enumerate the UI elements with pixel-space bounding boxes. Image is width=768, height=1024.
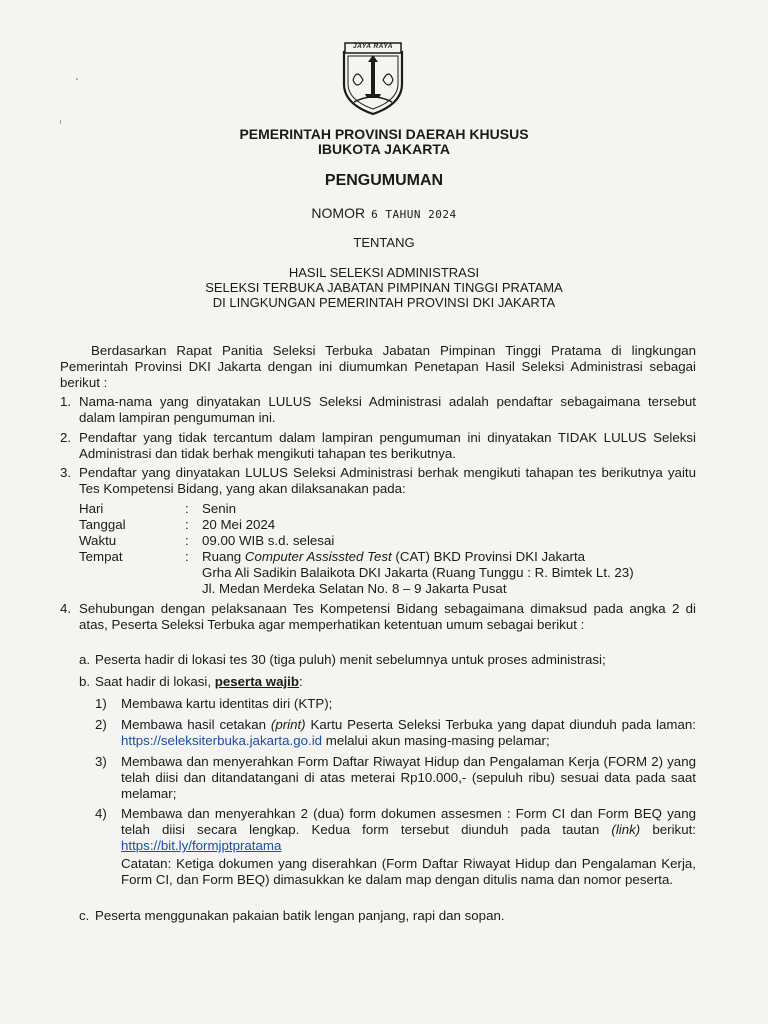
point-4 — [60, 601, 696, 633]
sub-text-italic: (print) — [270, 717, 306, 732]
seleksi-terbuka-link[interactable]: https://seleksiterbuka.jakarta.go.id — [121, 733, 323, 748]
point-number: 4. — [60, 601, 72, 616]
intro-paragraph: Berdasarkan Rapat Panitia Seleksi Terbuka Jabatan Pimpinan Tinggi Pratama di lingkungan Pemerintah Provinsi DKI Jakarta dengan ini diumumkan Penetapan Hasil Seleksi Administrasi sebagai berikut : — [60, 343, 696, 390]
item-b — [79, 674, 696, 690]
sub-item-4 — [95, 806, 696, 854]
tempat-text: (CAT) BKD Provinsi DKI Jakarta — [391, 549, 586, 564]
point-number: 3. — [60, 465, 72, 480]
schedule-label: Waktu — [79, 533, 117, 548]
sub-number: 3) — [95, 754, 107, 769]
item-text — [95, 674, 696, 690]
sub-text-pre: Membawa hasil cetakan — [121, 717, 271, 732]
item-letter: b. — [79, 674, 91, 689]
document-number — [0, 205, 768, 221]
item-text-post: : — [299, 674, 303, 689]
schedule-colon: : — [185, 501, 189, 516]
document-subject — [0, 265, 768, 310]
sub-text-pre: Membawa dan menyerahkan 2 (dua) form dokumen assesmen : Form CI dan Form BEQ yang telah diisi secara lengkap. Kedua form tersebut diunduh pada tautan — [121, 806, 696, 837]
nomor-label: NOMOR — [311, 205, 366, 221]
sub-item-2 — [95, 717, 696, 749]
subject-line: SELEKSI TERBUKA JABATAN PIMPINAN TINGGI PRATAMA — [205, 280, 563, 295]
document-title: PENGUMUMAN — [324, 172, 444, 189]
item-text: Peserta hadir di lokasi tes 30 (tiga puluh) menit sebelumnya untuk proses administrasi; — [95, 652, 606, 667]
item-text-pre: Saat hadir di lokasi, — [95, 674, 215, 689]
sub-text: Membawa dan menyerahkan Form Daftar Riwayat Hidup dan Pengalaman Kerja (FORM 2) yang telah diisi dan ditandatangani di atas meterai Rp10.000,- (sepuluh ribu) sesuai data pada saat melamar; — [121, 754, 696, 801]
point-2 — [60, 430, 696, 462]
point-number: 2. — [60, 430, 72, 445]
government-name-line2: IBUKOTA JAKARTA — [318, 141, 450, 157]
catatan-note: Catatan: Ketiga dokumen yang diserahkan (Form Daftar Riwayat Hidup dan Pengalaman Kerja, Form CI, dan Form BEQ) dimasukkan ke dalam map dengan ditulis nama dan nomor peserta. — [121, 856, 696, 887]
sub-text-italic: (link) — [611, 822, 641, 837]
schedule-value: Grha Ali Sadikin Balaikota DKI Jakarta (Ruang Tunggu : R. Bimtek Lt. 23) — [202, 565, 634, 580]
sub-text-post: melalui akun masing-masing pelamar; — [322, 733, 550, 748]
tempat-italic: Computer Assissted Test — [244, 549, 392, 564]
item-letter: c. — [79, 908, 90, 923]
tempat-text: Ruang — [202, 549, 245, 564]
item-letter: a. — [79, 652, 91, 667]
dki-jakarta-emblem-icon — [339, 40, 407, 116]
sub-number: 2) — [95, 717, 107, 732]
point-3 — [60, 465, 696, 497]
point-text: Pendaftar yang tidak tercantum dalam lampiran pengumuman ini dinyatakan TIDAK LULUS Seleksi Administrasi dan tidak berhak mengikuti tahapan tes berikutnya. — [79, 430, 696, 461]
schedule-value: 20 Mei 2024 — [202, 517, 276, 532]
scan-speck — [60, 120, 61, 124]
schedule-value — [202, 549, 585, 565]
tentang-label: TENTANG — [353, 235, 415, 250]
sub-text — [121, 806, 696, 854]
sub-text-mid: berikut: — [640, 822, 696, 837]
scan-speck — [76, 78, 78, 80]
schedule-label: Tempat — [79, 549, 123, 564]
sub-item-3 — [95, 754, 696, 802]
item-c — [79, 908, 696, 924]
subject-line: HASIL SELEKSI ADMINISTRASI — [288, 265, 480, 280]
sub-text — [121, 717, 696, 749]
item-a — [79, 652, 696, 668]
emblem-motto: JAYA RAYA — [353, 43, 393, 50]
sub-number: 4) — [95, 806, 107, 821]
point-1 — [60, 394, 696, 426]
schedule-value: Senin — [202, 501, 237, 516]
point-text: Sehubungan dengan pelaksanaan Tes Kompetensi Bidang sebagaimana dimaksud pada angka 2 di atas, Peserta Seleksi Terbuka agar memperhatikan ketentuan umum sebagai berikut : — [79, 601, 696, 632]
sub-number: 1) — [95, 696, 107, 711]
schedule-colon: : — [185, 517, 189, 532]
item-text: Peserta menggunakan pakaian batik lengan panjang, rapi dan sopan. — [95, 908, 505, 923]
subject-line: DI LINGKUNGAN PEMERINTAH PROVINSI DKI JAKARTA — [212, 295, 556, 310]
sub-text: Membawa kartu identitas diri (KTP); — [121, 696, 333, 711]
sub-text-mid: Kartu Peserta Seleksi Terbuka yang dapat diunduh pada laman: — [305, 717, 696, 732]
schedule-colon: : — [185, 533, 189, 548]
item-text-emphasis: peserta wajib — [214, 674, 299, 689]
sub-item-1 — [95, 696, 696, 712]
nomor-value: 6 TAHUN 2024 — [371, 208, 457, 221]
schedule-label: Hari — [79, 501, 104, 516]
schedule-label: Tanggal — [79, 517, 126, 532]
government-name-line1: PEMERINTAH PROVINSI DAERAH KHUSUS — [239, 126, 529, 142]
schedule-value: 09.00 WIB s.d. selesai — [202, 533, 335, 548]
schedule-colon: : — [185, 549, 189, 564]
point-text: Nama-nama yang dinyatakan LULUS Seleksi Administrasi adalah pendaftar sebagaimana tersebut dalam lampiran pengumuman ini. — [79, 394, 696, 425]
point-number: 1. — [60, 394, 72, 409]
form-download-link[interactable]: https://bit.ly/formjptpratama — [121, 838, 282, 853]
point-text: Pendaftar yang dinyatakan LULUS Seleksi Administrasi berhak mengikuti tahapan tes berikutnya yaitu Tes Kompetensi Bidang, yang akan dilaksanakan pada: — [79, 465, 696, 496]
schedule-value: Jl. Medan Merdeka Selatan No. 8 – 9 Jakarta Pusat — [202, 581, 507, 596]
